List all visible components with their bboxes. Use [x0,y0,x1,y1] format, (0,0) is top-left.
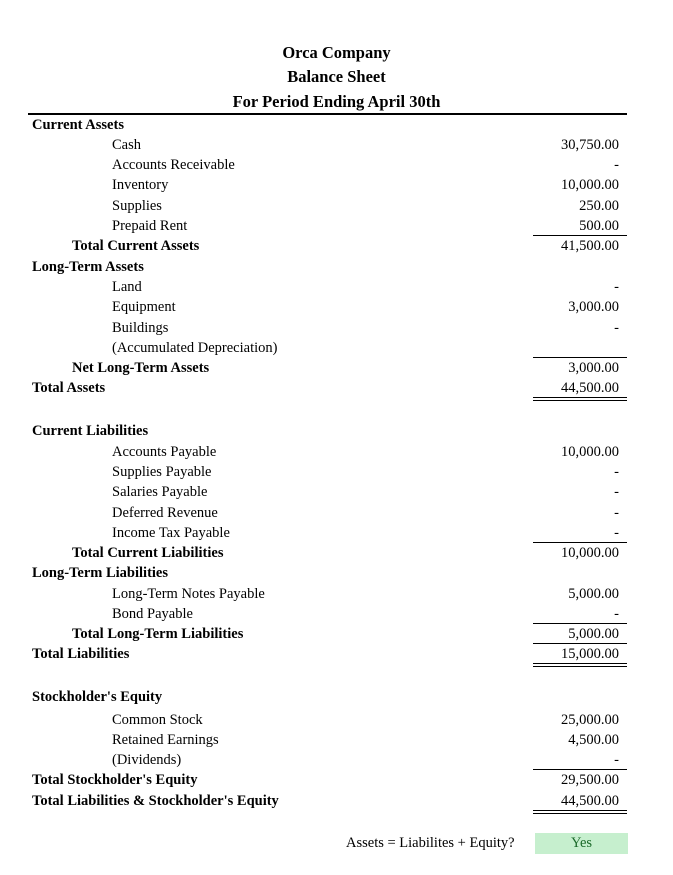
line-item-label: Prepaid Rent [112,218,188,234]
balance-check-label: Assets = Liabilites + Equity? [346,835,515,851]
company-name: Orca Company [282,43,391,62]
net-long-term-assets-label: Net Long-Term Assets [72,360,210,376]
line-item-label: Bond Payable [112,606,193,622]
long-term-liabilities-heading: Long-Term Liabilities [32,565,169,581]
line-item-label: Supplies Payable [112,464,212,480]
line-item-value: - [614,606,619,622]
header-rule [28,113,627,115]
total-double-rule [533,810,627,814]
line-item-label: (Accumulated Depreciation) [112,340,278,356]
line-item-value: - [614,157,619,173]
line-item-label: Common Stock [112,712,203,728]
total-long-term-liabilities-label: Total Long-Term Liabilities [72,626,244,642]
total-liabilities-equity-label: Total Liabilities & Stockholder's Equity [32,793,279,809]
line-item-label: (Dividends) [112,752,182,768]
total-current-assets-label: Total Current Assets [72,238,200,254]
line-item-label: Land [112,279,142,295]
line-item-value: - [614,752,619,768]
total-current-liabilities-label: Total Current Liabilities [72,545,224,561]
total-current-liabilities-value: 10,000.00 [561,545,619,561]
current-liabilities-heading: Current Liabilities [32,423,149,439]
line-item-value: - [614,505,619,521]
total-double-rule [533,397,627,401]
subtotal-rule [533,643,627,644]
total-double-rule [533,663,627,667]
line-item-label: Long-Term Notes Payable [112,586,265,602]
line-item-value: - [614,279,619,295]
line-item-value: 25,000.00 [561,712,619,728]
period-title: For Period Ending April 30th [232,92,441,111]
total-current-assets-value: 41,500.00 [561,238,619,254]
equity-heading: Stockholder's Equity [32,689,163,705]
subtotal-rule [533,542,627,543]
line-item-label: Retained Earnings [112,732,219,748]
line-item-value: 500.00 [579,218,619,234]
total-liabilities-label: Total Liabilities [32,646,130,662]
balance-check-result: Yes [535,833,628,854]
line-item-label: Buildings [112,320,169,336]
line-item-value: - [614,525,619,541]
line-item-value: - [614,464,619,480]
line-item-value: 4,500.00 [568,732,619,748]
total-liabilities-equity-value: 44,500.00 [561,793,619,809]
total-assets-label: Total Assets [32,380,106,396]
line-item-value: 30,750.00 [561,137,619,153]
total-equity-value: 29,500.00 [561,772,619,788]
line-item-label: Accounts Payable [112,444,217,460]
line-item-label: Equipment [112,299,176,315]
subtotal-rule [533,769,627,770]
line-item-value: 250.00 [579,198,619,214]
current-assets-heading: Current Assets [32,117,124,133]
line-item-label: Deferred Revenue [112,505,218,521]
net-long-term-assets-value: 3,000.00 [568,360,619,376]
line-item-label: Income Tax Payable [112,525,230,541]
total-long-term-liabilities-value: 5,000.00 [568,626,619,642]
line-item-label: Supplies [112,198,162,214]
line-item-value: 10,000.00 [561,177,619,193]
line-item-label: Inventory [112,177,169,193]
subtotal-rule [533,623,627,624]
line-item-value: 10,000.00 [561,444,619,460]
subtotal-rule [533,357,627,358]
total-assets-value: 44,500.00 [561,380,619,396]
statement-title: Balance Sheet [287,67,386,86]
line-item-label: Cash [112,137,141,153]
line-item-value: - [614,484,619,500]
line-item-label: Accounts Receivable [112,157,235,173]
total-equity-label: Total Stockholder's Equity [32,772,198,788]
subtotal-rule [533,235,627,236]
line-item-label: Salaries Payable [112,484,208,500]
line-item-value: 5,000.00 [568,586,619,602]
line-item-value: 3,000.00 [568,299,619,315]
long-term-assets-heading: Long-Term Assets [32,259,144,275]
line-item-value: - [614,320,619,336]
total-liabilities-value: 15,000.00 [561,646,619,662]
